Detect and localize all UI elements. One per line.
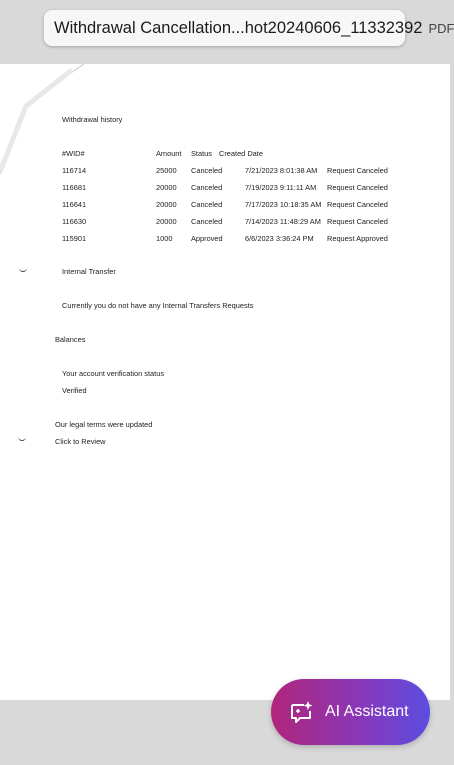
cell-note: Request Canceled xyxy=(327,166,388,175)
cell-wid: 116641 xyxy=(62,200,87,209)
verification-label: Your account verification status xyxy=(62,369,165,378)
cell-date: 7/14/2023 11:48:29 AM xyxy=(245,217,321,226)
col-created: Created Date xyxy=(219,149,263,158)
pdf-page xyxy=(0,64,450,700)
cell-date: 7/19/2023 9:11:11 AM xyxy=(245,183,317,192)
cell-note: Request Canceled xyxy=(327,183,388,192)
table-row xyxy=(62,200,402,212)
internal-transfer-title: Internal Transfer xyxy=(62,267,116,276)
table-row xyxy=(62,234,402,246)
history-header-row xyxy=(62,149,402,161)
legal-notice-text: Our legal terms were updated xyxy=(55,420,153,429)
legal-review-link[interactable]: Click to Review xyxy=(55,437,106,446)
collapse-chevron-icon[interactable] xyxy=(18,436,26,441)
table-row xyxy=(62,217,402,229)
table-row xyxy=(62,183,402,195)
col-status: Status xyxy=(191,149,212,158)
cell-status: Canceled xyxy=(191,217,223,226)
table-row xyxy=(62,166,402,178)
cell-wid: 115901 xyxy=(62,234,87,243)
cell-note: Request Approved xyxy=(327,234,388,243)
ai-assistant-label: AI Assistant xyxy=(325,703,409,720)
cell-status: Canceled xyxy=(191,200,223,209)
withdrawal-history-title: Withdrawal history xyxy=(62,115,123,124)
cell-date: 7/17/2023 10:18:35 AM xyxy=(245,200,322,209)
cell-wid: 116681 xyxy=(62,183,87,192)
col-amount: Amount xyxy=(156,149,182,158)
balances-title: Balances xyxy=(55,335,86,344)
document-title-pill[interactable] xyxy=(44,10,454,46)
cell-status: Canceled xyxy=(191,166,223,175)
collapse-chevron-icon[interactable] xyxy=(19,267,27,272)
document-filename: Withdrawal Cancellation...hot20240606_11332392 xyxy=(54,18,423,37)
verification-value: Verified xyxy=(62,386,87,395)
cell-note: Request Canceled xyxy=(327,200,388,209)
cell-date: 6/6/2023 3:36:24 PM xyxy=(245,234,314,243)
cell-status: Approved xyxy=(191,234,223,243)
cell-note: Request Canceled xyxy=(327,217,388,226)
cell-amount: 1000 xyxy=(156,234,173,243)
cell-amount: 20000 xyxy=(156,183,177,192)
ai-assistant-icon xyxy=(289,700,315,724)
internal-transfer-empty-text: Currently you do not have any Internal Transfers Requests xyxy=(62,301,254,310)
cell-date: 7/21/2023 8:01:38 AM xyxy=(245,166,318,175)
cell-wid: 116714 xyxy=(62,166,87,175)
file-type-label: PDF xyxy=(428,20,454,36)
col-wid: #WID# xyxy=(62,149,85,158)
cell-wid: 116630 xyxy=(62,217,87,226)
cell-amount: 20000 xyxy=(156,200,177,209)
top-bar xyxy=(0,0,454,64)
cell-amount: 20000 xyxy=(156,217,177,226)
cell-status: Canceled xyxy=(191,183,223,192)
ai-assistant-button[interactable] xyxy=(271,679,430,745)
cell-amount: 25000 xyxy=(156,166,177,175)
